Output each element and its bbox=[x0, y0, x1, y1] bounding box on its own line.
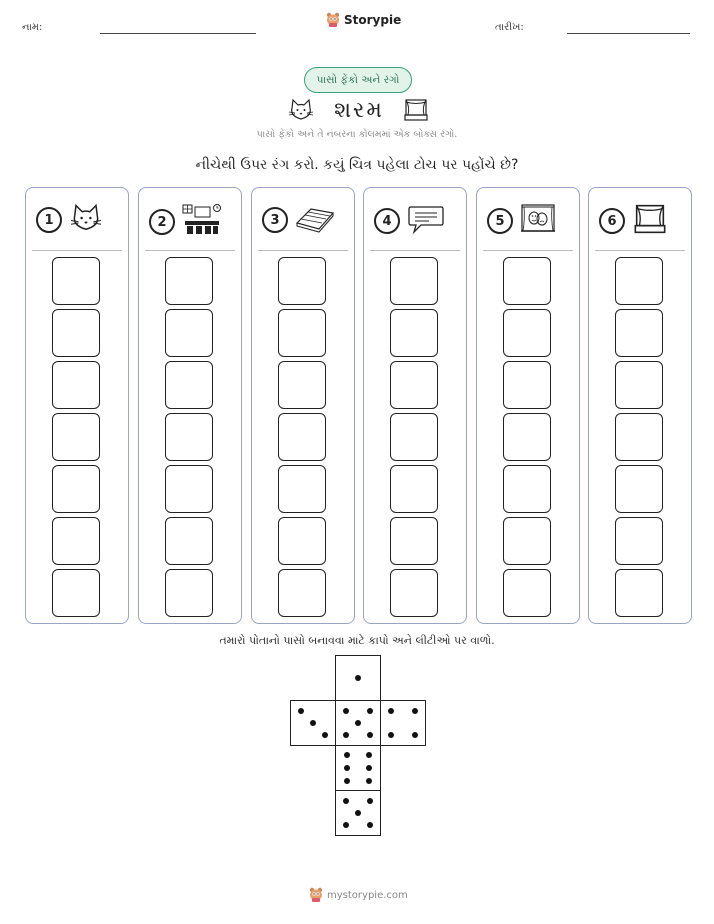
column-4 bbox=[363, 187, 467, 624]
color-box[interactable] bbox=[52, 569, 100, 617]
dice-pip bbox=[344, 752, 350, 758]
color-box[interactable] bbox=[165, 465, 213, 513]
color-box[interactable] bbox=[390, 309, 438, 357]
stage-floor-icon bbox=[295, 203, 335, 237]
column-divider bbox=[258, 250, 348, 251]
color-box[interactable] bbox=[278, 517, 326, 565]
theater-masks-icon bbox=[520, 203, 556, 239]
color-box[interactable] bbox=[278, 257, 326, 305]
column-divider bbox=[595, 250, 685, 251]
dice-pip bbox=[343, 798, 349, 804]
color-box[interactable] bbox=[52, 309, 100, 357]
column-header bbox=[374, 203, 445, 239]
color-box[interactable] bbox=[278, 465, 326, 513]
column-6 bbox=[588, 187, 692, 624]
column-number: 2 bbox=[149, 209, 175, 235]
dice-face-3 bbox=[290, 700, 336, 746]
color-box[interactable] bbox=[503, 361, 551, 409]
color-box[interactable] bbox=[615, 309, 663, 357]
footer-site: mystorypie.com bbox=[327, 889, 408, 901]
cut-instructions: તમારો પોતાનો પાસો બનાવવા માટે કાપો અને લીટીઓ પર વાળો. bbox=[219, 634, 495, 647]
color-box[interactable] bbox=[390, 361, 438, 409]
brand-name: Storypie bbox=[344, 13, 402, 27]
dice-pip bbox=[388, 708, 394, 714]
color-box[interactable] bbox=[52, 361, 100, 409]
subtitle: પાસો ફેંકો અને તે નંબરના કોલમમાં એક બોક્સ રંગો. bbox=[256, 129, 458, 140]
dice-pip bbox=[366, 752, 372, 758]
color-box[interactable] bbox=[278, 361, 326, 409]
brand-logo bbox=[326, 12, 401, 28]
speech-bubble-icon bbox=[407, 203, 445, 239]
dice-face-5 bbox=[335, 790, 381, 836]
color-box[interactable] bbox=[615, 257, 663, 305]
color-box[interactable] bbox=[390, 257, 438, 305]
color-box[interactable] bbox=[278, 413, 326, 461]
dice-face-5 bbox=[335, 700, 381, 746]
title-word: શરમ bbox=[334, 97, 384, 123]
color-box[interactable] bbox=[390, 465, 438, 513]
column-header bbox=[149, 203, 222, 241]
color-box[interactable] bbox=[503, 465, 551, 513]
column-header bbox=[599, 203, 668, 239]
curtain-stage-icon bbox=[404, 98, 428, 122]
dice-pip bbox=[355, 720, 361, 726]
dice-pip bbox=[355, 675, 361, 681]
color-box[interactable] bbox=[165, 361, 213, 409]
dice-pip bbox=[322, 732, 328, 738]
column-header bbox=[36, 203, 103, 237]
title-row bbox=[288, 95, 428, 125]
column-divider bbox=[370, 250, 460, 251]
color-box[interactable] bbox=[615, 465, 663, 513]
dice-pip bbox=[343, 732, 349, 738]
column-1 bbox=[25, 187, 129, 624]
dice-pip bbox=[343, 708, 349, 714]
color-box[interactable] bbox=[503, 257, 551, 305]
column-number: 5 bbox=[487, 208, 513, 234]
cat-icon bbox=[288, 98, 314, 122]
curtain-stage-icon bbox=[632, 203, 668, 239]
dice-pip bbox=[366, 765, 372, 771]
dice-pip bbox=[412, 732, 418, 738]
color-box[interactable] bbox=[165, 569, 213, 617]
dice-pip bbox=[344, 765, 350, 771]
name-line[interactable] bbox=[100, 33, 256, 34]
color-box[interactable] bbox=[503, 309, 551, 357]
column-number: 6 bbox=[599, 208, 625, 234]
color-box[interactable] bbox=[615, 413, 663, 461]
name-label: નામ: bbox=[22, 22, 43, 33]
dice-pip bbox=[344, 778, 350, 784]
color-box[interactable] bbox=[165, 413, 213, 461]
color-box[interactable] bbox=[165, 517, 213, 565]
dice-pip bbox=[367, 732, 373, 738]
dice-face-6 bbox=[335, 745, 381, 791]
color-box[interactable] bbox=[503, 413, 551, 461]
column-divider bbox=[145, 250, 235, 251]
color-box[interactable] bbox=[52, 257, 100, 305]
column-number: 4 bbox=[374, 208, 400, 234]
dice-face-4 bbox=[380, 700, 426, 746]
column-header bbox=[487, 203, 556, 239]
color-box[interactable] bbox=[278, 569, 326, 617]
title-pill: પાસો ફેંકો અને રંગો bbox=[304, 67, 412, 93]
dice-pip bbox=[366, 778, 372, 784]
color-box[interactable] bbox=[165, 309, 213, 357]
dice-pip bbox=[367, 798, 373, 804]
color-box[interactable] bbox=[503, 517, 551, 565]
dice-pip bbox=[355, 810, 361, 816]
column-divider bbox=[32, 250, 122, 251]
classroom-icon bbox=[182, 203, 222, 241]
question: નીચેથી ઉપર રંગ કરો. કયું ચિત્ર પહેલા ટોચ પર પહોંચે છે? bbox=[195, 157, 519, 173]
color-box[interactable] bbox=[52, 465, 100, 513]
color-box[interactable] bbox=[615, 361, 663, 409]
date-line[interactable] bbox=[567, 33, 690, 34]
storypie-mascot-icon bbox=[309, 887, 323, 903]
dice-face-1 bbox=[335, 655, 381, 701]
dice-pip bbox=[388, 732, 394, 738]
date-label: તારીખ: bbox=[495, 22, 524, 33]
dice-pip bbox=[298, 708, 304, 714]
color-box[interactable] bbox=[52, 517, 100, 565]
cat-icon bbox=[69, 203, 103, 237]
column-divider bbox=[483, 250, 573, 251]
dice-pip bbox=[412, 708, 418, 714]
color-box[interactable] bbox=[615, 569, 663, 617]
color-box[interactable] bbox=[278, 309, 326, 357]
dice-pip bbox=[367, 822, 373, 828]
color-box[interactable] bbox=[615, 517, 663, 565]
color-box[interactable] bbox=[503, 569, 551, 617]
color-box[interactable] bbox=[52, 413, 100, 461]
column-5 bbox=[476, 187, 580, 624]
column-number: 1 bbox=[36, 207, 62, 233]
color-box[interactable] bbox=[165, 257, 213, 305]
color-box[interactable] bbox=[390, 517, 438, 565]
column-number: 3 bbox=[262, 207, 288, 233]
column-2 bbox=[138, 187, 242, 624]
color-box[interactable] bbox=[390, 413, 438, 461]
footer bbox=[309, 887, 408, 903]
color-box[interactable] bbox=[390, 569, 438, 617]
dice-pip bbox=[367, 708, 373, 714]
column-3 bbox=[251, 187, 355, 624]
dice-pip bbox=[343, 822, 349, 828]
dice-pip bbox=[310, 720, 316, 726]
column-header bbox=[262, 203, 335, 237]
storypie-mascot-icon bbox=[326, 12, 340, 28]
